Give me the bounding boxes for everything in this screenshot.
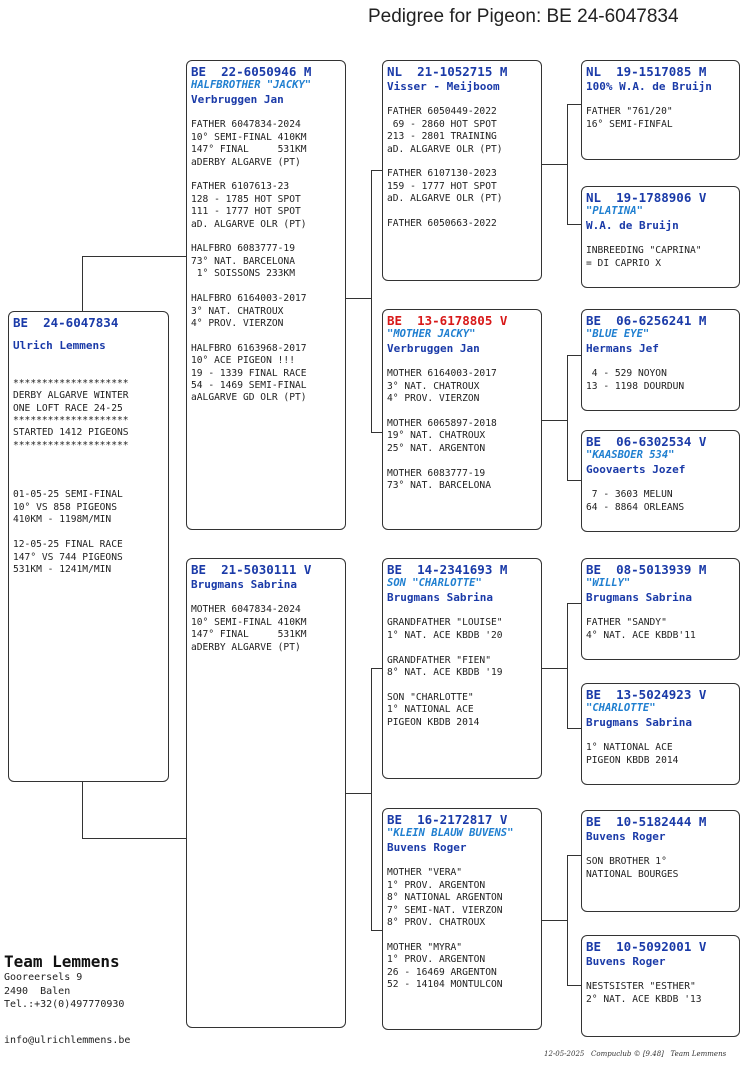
ring-number: NL 21-1052715 M: [387, 64, 508, 79]
ring-number: BE 22-6050946 M: [191, 64, 312, 79]
pedigree-notes: 7 - 3603 MELUN 64 - 8864 ORLEANS: [586, 489, 685, 513]
team-email[interactable]: info@ulrichlemmens.be: [4, 1035, 131, 1046]
ring-number: NL 19-1517085 M: [586, 64, 707, 79]
owner-name: Brugmans Sabrina: [191, 578, 297, 591]
connector-line: [567, 603, 568, 728]
paternal-grandmother-card[interactable]: [382, 309, 542, 530]
great-grandparent-card-mfm[interactable]: [581, 683, 740, 785]
connector-line: [371, 170, 382, 171]
connector-line: [82, 256, 188, 257]
great-grandparent-card-fmm[interactable]: [581, 430, 740, 532]
owner-name: W.A. de Bruijn: [586, 219, 679, 232]
ring-number: BE 08-5013939 M: [586, 562, 707, 577]
pedigree-notes: INBREEDING "CAPRINA" = DI CAPRIO X: [586, 245, 702, 269]
father-card[interactable]: [186, 60, 346, 530]
owner-name: Brugmans Sabrina: [586, 591, 692, 604]
connector-line: [82, 256, 83, 311]
team-address: Gooreersels 9 2490 Balen Tel.:+32(0)497770930: [4, 972, 125, 1010]
owner-name: Buvens Roger: [586, 830, 666, 843]
connector-line: [542, 164, 567, 165]
owner-name: Visser - Meijboom: [387, 80, 500, 93]
ring-number: BE 06-6302534 V: [586, 434, 707, 449]
owner-name: Brugmans Sabrina: [586, 716, 692, 729]
pedigree-notes: FATHER 6047834-2024 10° SEMI-FINAL 410KM 147° FINAL 531KM aDERBY ALGARVE (PT) FATHER 6107613-23 128 - 1785 HOT SPOT 111 - 1777 HOT SPOT aD. ALGARVE OLR (PT) HALFBRO 6083777-19 73° NAT. BARCELONA 1° SOISSONS 233KM HALFBRO 6164003-2017 3° NAT. CHATROUX 4° PROV. VIERZON HALFBRO 6163968-2017 10° ACE PIGEON !!! 19 - 1339 FINAL RACE 54 - 1469 SEMI-FINAL aALGARVE GD OLR (PT): [191, 119, 307, 404]
page-title: Pedigree for Pigeon: BE 24-6047834: [368, 6, 679, 27]
pigeon-nickname: SON "CHARLOTTE": [387, 577, 482, 589]
footer-credit: 12-05-2025 Compuclub © [9.48] Team Lemmens: [544, 1050, 727, 1058]
owner-name: Buvens Roger: [586, 955, 666, 968]
great-grandparent-card-mff[interactable]: [581, 558, 740, 660]
connector-line: [567, 480, 581, 481]
owner-name: 100% W.A. de Bruijn: [586, 80, 712, 93]
pedigree-notes: MOTHER 6164003-2017 3° NAT. CHATROUX 4° PROV. VIERZON MOTHER 6065897-2018 19° NAT. CHATROUX 25° NAT. ARGENTON MOTHER 6083777-19 73° NAT. BARCELONA: [387, 368, 497, 492]
connector-line: [371, 432, 382, 433]
pigeon-nickname: "CHARLOTTE": [586, 702, 656, 714]
connector-line: [82, 782, 83, 838]
maternal-grandmother-card[interactable]: [382, 808, 542, 1030]
pigeon-nickname: HALFBROTHER "JACKY": [191, 79, 312, 91]
owner-name: Hermans Jef: [586, 342, 659, 355]
ring-number: BE 21-5030111 V: [191, 562, 312, 577]
connector-line: [371, 668, 372, 930]
pedigree-notes: NESTSISTER "ESTHER" 2° NAT. ACE KBDB '13: [586, 981, 702, 1005]
connector-line: [567, 355, 568, 480]
team-contact-block: [4, 952, 124, 1012]
ring-number: BE 24-6047834: [13, 315, 119, 330]
connector-line: [346, 298, 371, 299]
connector-line: [371, 930, 382, 931]
ring-number: BE 10-5092001 V: [586, 939, 707, 954]
connector-line: [371, 170, 372, 432]
mother-card[interactable]: [186, 558, 346, 1028]
owner-name: Brugmans Sabrina: [387, 591, 493, 604]
pedigree-notes: MOTHER 6047834-2024 10° SEMI-FINAL 410KM 147° FINAL 531KM aDERBY ALGARVE (PT): [191, 604, 307, 653]
pigeon-nickname: "BLUE EYE": [586, 328, 650, 340]
connector-line: [371, 668, 382, 669]
pedigree-notes: FATHER "761/20" 16° SEMI-FINFAL: [586, 106, 673, 130]
connector-line: [567, 855, 581, 856]
subject-pigeon-card[interactable]: [8, 311, 169, 782]
connector-line: [567, 603, 581, 604]
pedigree-notes: 4 - 529 NOYON 13 - 1198 DOURDUN: [586, 368, 685, 392]
pedigree-notes: ******************** DERBY ALGARVE WINTER ONE LOFT RACE 24-25 ******************** STARTED 1412 PIGEONS ******************** 01-05-25 SEMI-FINAL 10° VS 858 PIGEONS 410KM - 1198M/MIN 12-05-25 FINAL RACE 147° VS 744 PIGEONS 531KM - 1241M/MIN: [13, 377, 129, 575]
pigeon-nickname: "KLEIN BLAUW BUVENS": [387, 827, 514, 839]
ring-number: BE 10-5182444 M: [586, 814, 707, 829]
connector-line: [567, 104, 581, 105]
pigeon-nickname: "MOTHER JACKY": [387, 328, 476, 340]
maternal-grandfather-card[interactable]: [382, 558, 542, 779]
connector-line: [567, 355, 581, 356]
owner-name: Verbruggen Jan: [387, 342, 480, 355]
pedigree-notes: FATHER 6050449-2022 69 - 2860 HOT SPOT 213 - 2801 TRAINING aD. ALGARVE OLR (PT) FATHER 6107130-2023 159 - 1777 HOT SPOT aD. ALGARVE OLR (PT) FATHER 6050663-2022: [387, 106, 503, 230]
owner-name: Buvens Roger: [387, 841, 467, 854]
owner-name: Verbruggen Jan: [191, 93, 284, 106]
pigeon-nickname: "KAASBOER 534": [586, 449, 675, 461]
owner-name: Goovaerts Jozef: [586, 463, 686, 476]
ring-number: BE 13-6178805 V: [387, 313, 508, 328]
connector-line: [567, 985, 581, 986]
connector-line: [346, 793, 371, 794]
connector-line: [567, 224, 581, 225]
ring-number: NL 19-1788906 V: [586, 190, 707, 205]
pigeon-nickname: "PLATINA": [586, 205, 643, 217]
connector-line: [567, 855, 568, 985]
pigeon-nickname: "WILLY": [586, 577, 631, 589]
great-grandparent-card-fmf[interactable]: [581, 309, 740, 411]
paternal-grandfather-card[interactable]: [382, 60, 542, 281]
connector-line: [82, 838, 188, 839]
great-grandparent-card-mmm[interactable]: [581, 935, 740, 1037]
connector-line: [567, 104, 568, 224]
connector-line: [542, 420, 567, 421]
great-grandparent-card-ffm[interactable]: [581, 186, 740, 288]
great-grandparent-card-mmf[interactable]: [581, 810, 740, 912]
team-name: Team Lemmens: [4, 952, 120, 971]
pedigree-notes: MOTHER "VERA" 1° PROV. ARGENTON 8° NATIONAL ARGENTON 7° SEMI-NAT. VIERZON 8° PROV. CHATROUX MOTHER "MYRA" 1° PROV. ARGENTON 26 - 16469 ARGENTON 52 - 14104 MONTULCON: [387, 867, 503, 991]
connector-line: [567, 728, 581, 729]
connector-line: [542, 668, 567, 669]
ring-number: BE 06-6256241 M: [586, 313, 707, 328]
pedigree-notes: FATHER "SANDY" 4° NAT. ACE KBDB'11: [586, 617, 696, 641]
connector-line: [542, 920, 567, 921]
owner-name: Ulrich Lemmens: [13, 339, 106, 352]
pedigree-notes: 1° NATIONAL ACE PIGEON KBDB 2014: [586, 742, 679, 766]
ring-number: BE 13-5024923 V: [586, 687, 707, 702]
great-grandparent-card-fff[interactable]: [581, 60, 740, 160]
ring-number: BE 14-2341693 M: [387, 562, 508, 577]
pedigree-notes: SON BROTHER 1° NATIONAL BOURGES: [586, 856, 679, 880]
pedigree-notes: GRANDFATHER "LOUISE" 1° NAT. ACE KBDB '20 GRANDFATHER "FIEN" 8° NAT. ACE KBDB '19 SON "CHARLOTTE" 1° NATIONAL ACE PIGEON KBDB 2014: [387, 617, 503, 728]
ring-number: BE 16-2172817 V: [387, 812, 508, 827]
